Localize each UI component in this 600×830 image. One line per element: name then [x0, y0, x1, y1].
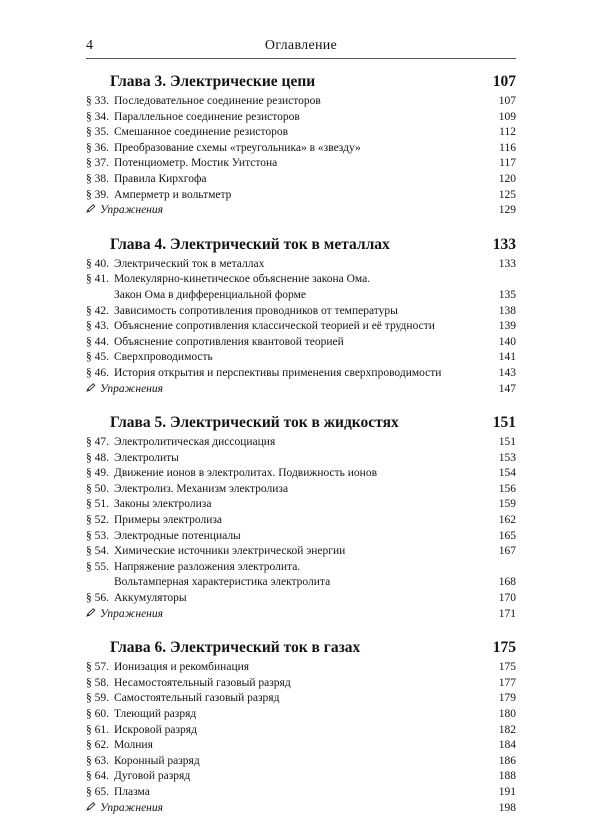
toc-entry[interactable]	[86, 707, 516, 723]
section-title: Дуговой разряд	[114, 770, 191, 783]
section-page: 180	[498, 708, 516, 720]
toc-entry[interactable]	[86, 738, 516, 754]
section-page: 117	[499, 157, 516, 170]
section-number: § 65.	[86, 785, 109, 798]
section-title-continuation: Вольтамперная характеристика электролита	[114, 576, 331, 589]
toc-entry[interactable]	[86, 335, 516, 351]
section-number: § 51.	[86, 498, 109, 511]
section-number: § 54.	[86, 545, 109, 558]
toc-entry[interactable]	[86, 94, 516, 110]
chapter-title: Глава 4. Электрический ток в металлах	[110, 235, 390, 253]
toc-entry[interactable]	[86, 529, 516, 545]
section-page: 154	[498, 467, 516, 480]
exercises-title: Упражнения	[100, 607, 163, 620]
toc-entry[interactable]	[86, 544, 516, 560]
exercises-entry[interactable]	[86, 607, 516, 623]
section-number: § 33.	[86, 95, 109, 107]
toc-entry[interactable]	[86, 304, 516, 320]
section-title: Химические источники электрической энергии	[114, 545, 346, 558]
toc-entry[interactable]	[86, 754, 516, 770]
section-number: § 38.	[86, 172, 109, 185]
section-page: 109	[498, 110, 516, 123]
section-title: Молекулярно-кинетическое объяснение закона Ома.	[114, 273, 371, 286]
section-title: Правила Кирхгофа	[114, 172, 207, 185]
section-title: Тлеющий разряд	[114, 708, 197, 720]
section-title: Преобразование схемы «треугольника» в «звезду»	[114, 141, 361, 154]
section-number: § 36.	[86, 141, 109, 154]
section-number: § 50.	[86, 482, 109, 495]
toc-entry[interactable]	[86, 366, 516, 382]
toc-entry[interactable]	[86, 125, 516, 141]
section-title: Амперметр и вольтметр	[114, 188, 232, 201]
section-title: История открытия и перспективы применения сверхпроводимости	[114, 366, 442, 379]
section-page: 151	[498, 436, 516, 449]
chapter-section	[86, 70, 516, 219]
exercises-page: 198	[498, 801, 516, 814]
section-title: Молния	[114, 739, 153, 752]
pencil-icon	[86, 608, 100, 617]
section-page: 153	[498, 451, 516, 464]
section-title: Сверхпроводимость	[114, 351, 213, 364]
section-number: § 64.	[86, 770, 109, 783]
toc-entry-continuation[interactable]	[86, 288, 516, 304]
toc-entry[interactable]	[86, 769, 516, 785]
chapter-title: Глава 6. Электрический ток в газах	[110, 639, 361, 657]
section-number: § 46.	[86, 366, 109, 379]
section-number: § 56.	[86, 592, 109, 605]
section-title: Объяснение сопротивления квантовой теорией	[114, 335, 344, 348]
exercises-entry[interactable]	[86, 382, 516, 398]
section-title: Напряжение разложения электролита.	[114, 560, 301, 573]
exercises-page: 171	[498, 607, 516, 620]
toc-entry[interactable]	[86, 482, 516, 498]
section-number: § 52.	[86, 514, 109, 527]
section-page: 139	[498, 320, 516, 333]
toc-entry[interactable]	[86, 350, 516, 366]
toc-entry[interactable]	[86, 156, 516, 172]
section-number: § 44.	[86, 335, 109, 348]
section-title: Законы электролиза	[114, 498, 212, 511]
pencil-icon	[86, 802, 100, 811]
section-title: Зависимость сопротивления проводников от температуры	[114, 304, 398, 317]
section-page: 162	[498, 514, 516, 527]
chapter-heading[interactable]	[86, 411, 516, 435]
section-page: 182	[498, 723, 516, 736]
section-number: § 37.	[86, 157, 109, 170]
section-number: § 47.	[86, 436, 109, 449]
section-title: Потенциометр. Мостик Уитстона	[114, 157, 278, 170]
section-page: 188	[498, 770, 516, 783]
chapter-section	[86, 233, 516, 397]
section-title: Электролиз. Механизм электролиза	[114, 482, 289, 495]
section-page: 133	[498, 257, 516, 270]
section-number: § 45.	[86, 351, 109, 364]
chapter-title: Глава 5. Электрический ток в жидкостях	[110, 414, 399, 432]
section-page: 191	[498, 785, 516, 798]
page-title: Оглавление	[264, 38, 338, 53]
toc-entry[interactable]	[86, 691, 516, 707]
section-page: 177	[498, 676, 516, 689]
section-number: § 63.	[86, 754, 109, 767]
section-number: § 53.	[86, 529, 109, 542]
section-title: Несамостоятельный газовый разряд	[114, 676, 291, 689]
section-page: 186	[498, 754, 516, 767]
section-number: § 34.	[86, 110, 109, 123]
section-page: 120	[498, 172, 516, 185]
pencil-icon	[86, 383, 100, 392]
toc-entry[interactable]	[86, 497, 516, 513]
chapter-heading[interactable]	[86, 70, 516, 94]
section-number: § 40.	[86, 257, 109, 270]
section-page: 184	[498, 739, 516, 752]
toc-entry[interactable]	[86, 785, 516, 801]
chapter-heading[interactable]	[86, 636, 516, 660]
section-title-continuation: Закон Ома в дифференциальной форме	[114, 288, 306, 301]
toc-entry[interactable]	[86, 560, 516, 576]
chapter-page: 133	[492, 235, 516, 253]
section-number: § 49.	[86, 467, 109, 480]
exercises-title: Упражнения	[100, 801, 163, 814]
section-number: § 42.	[86, 304, 109, 317]
section-page: 159	[498, 498, 516, 511]
toc-entry[interactable]	[86, 257, 516, 273]
toc-entry[interactable]	[86, 141, 516, 157]
section-title: Самостоятельный газовый разряд	[114, 692, 280, 705]
toc-entry[interactable]	[86, 172, 516, 188]
pencil-icon	[86, 204, 100, 213]
section-page: 135	[498, 288, 516, 301]
section-page: 168	[498, 576, 516, 589]
section-page: 170	[498, 592, 516, 605]
section-number: § 61.	[86, 723, 109, 736]
section-title: Примеры электролиза	[114, 514, 223, 527]
section-page: 141	[498, 351, 516, 364]
section-title: Ионизация и рекомбинация	[114, 661, 250, 674]
toc-entry[interactable]	[86, 435, 516, 451]
section-page: 140	[498, 335, 516, 348]
section-number: § 35.	[86, 126, 109, 139]
chapter-heading[interactable]	[86, 233, 516, 257]
section-number: § 39.	[86, 188, 109, 201]
section-page: 165	[498, 529, 516, 542]
chapter-section	[86, 411, 516, 622]
toc-entry[interactable]	[86, 591, 516, 607]
section-page: 125	[498, 188, 516, 201]
section-number: § 57.	[86, 661, 109, 674]
section-page: 116	[499, 141, 516, 154]
chapter-page: 151	[492, 414, 516, 432]
toc-entry[interactable]	[86, 110, 516, 126]
section-page: 167	[498, 545, 516, 558]
section-title: Параллельное соединение резисторов	[114, 110, 300, 123]
toc-entry[interactable]	[86, 466, 516, 482]
section-title: Электрический ток в металлах	[114, 257, 265, 270]
table-of-contents	[86, 64, 516, 830]
section-number: § 48.	[86, 451, 109, 464]
section-page: 112	[499, 126, 516, 139]
toc-entry[interactable]	[86, 188, 516, 204]
toc-entry-continuation[interactable]	[86, 575, 516, 591]
section-title: Электродные потенциалы	[114, 529, 241, 542]
section-title: Электролитическая диссоциация	[114, 436, 276, 449]
page-header	[86, 34, 516, 59]
section-number: § 60.	[86, 708, 109, 720]
section-page: 179	[498, 692, 516, 705]
exercises-page: 129	[498, 204, 516, 217]
chapter-page: 175	[492, 639, 516, 657]
toc-entry[interactable]	[86, 660, 516, 676]
section-page: 156	[498, 482, 516, 495]
section-title: Последовательное соединение резисторов	[114, 95, 321, 107]
section-title: Объяснение сопротивления классической теорией и её трудности	[114, 320, 435, 333]
section-title: Коронный разряд	[114, 754, 200, 767]
section-page: 143	[498, 366, 516, 379]
chapter-page: 107	[492, 73, 516, 90]
toc-entry[interactable]	[86, 272, 516, 288]
chapter-section	[86, 636, 516, 816]
section-title: Искровой разряд	[114, 723, 197, 736]
toc-entry[interactable]	[86, 451, 516, 467]
section-title: Смешанное соединение резисторов	[114, 126, 289, 139]
section-number: § 55.	[86, 560, 109, 573]
toc-entry[interactable]	[86, 676, 516, 692]
section-page: 138	[498, 304, 516, 317]
section-number: § 43.	[86, 320, 109, 333]
section-number: § 62.	[86, 739, 109, 752]
toc-entry[interactable]	[86, 723, 516, 739]
toc-entry[interactable]	[86, 319, 516, 335]
section-title: Плазма	[114, 785, 150, 798]
section-number: § 59.	[86, 692, 109, 705]
chapter-title: Глава 3. Электрические цепи	[110, 73, 316, 90]
section-title: Аккумуляторы	[114, 592, 187, 605]
section-number: § 41.	[86, 273, 109, 286]
section-number: § 58.	[86, 676, 109, 689]
section-page: 107	[498, 95, 516, 107]
exercises-entry[interactable]	[86, 203, 516, 219]
exercises-title: Упражнения	[100, 204, 163, 217]
section-page: 175	[498, 661, 516, 674]
section-title: Электролиты	[114, 451, 179, 464]
page-number: 4	[86, 38, 93, 53]
section-title: Движение ионов в электролитах. Подвижность ионов	[114, 467, 378, 480]
exercises-page: 147	[498, 382, 516, 395]
exercises-entry[interactable]	[86, 801, 516, 817]
toc-entry[interactable]	[86, 513, 516, 529]
exercises-title: Упражнения	[100, 382, 163, 395]
